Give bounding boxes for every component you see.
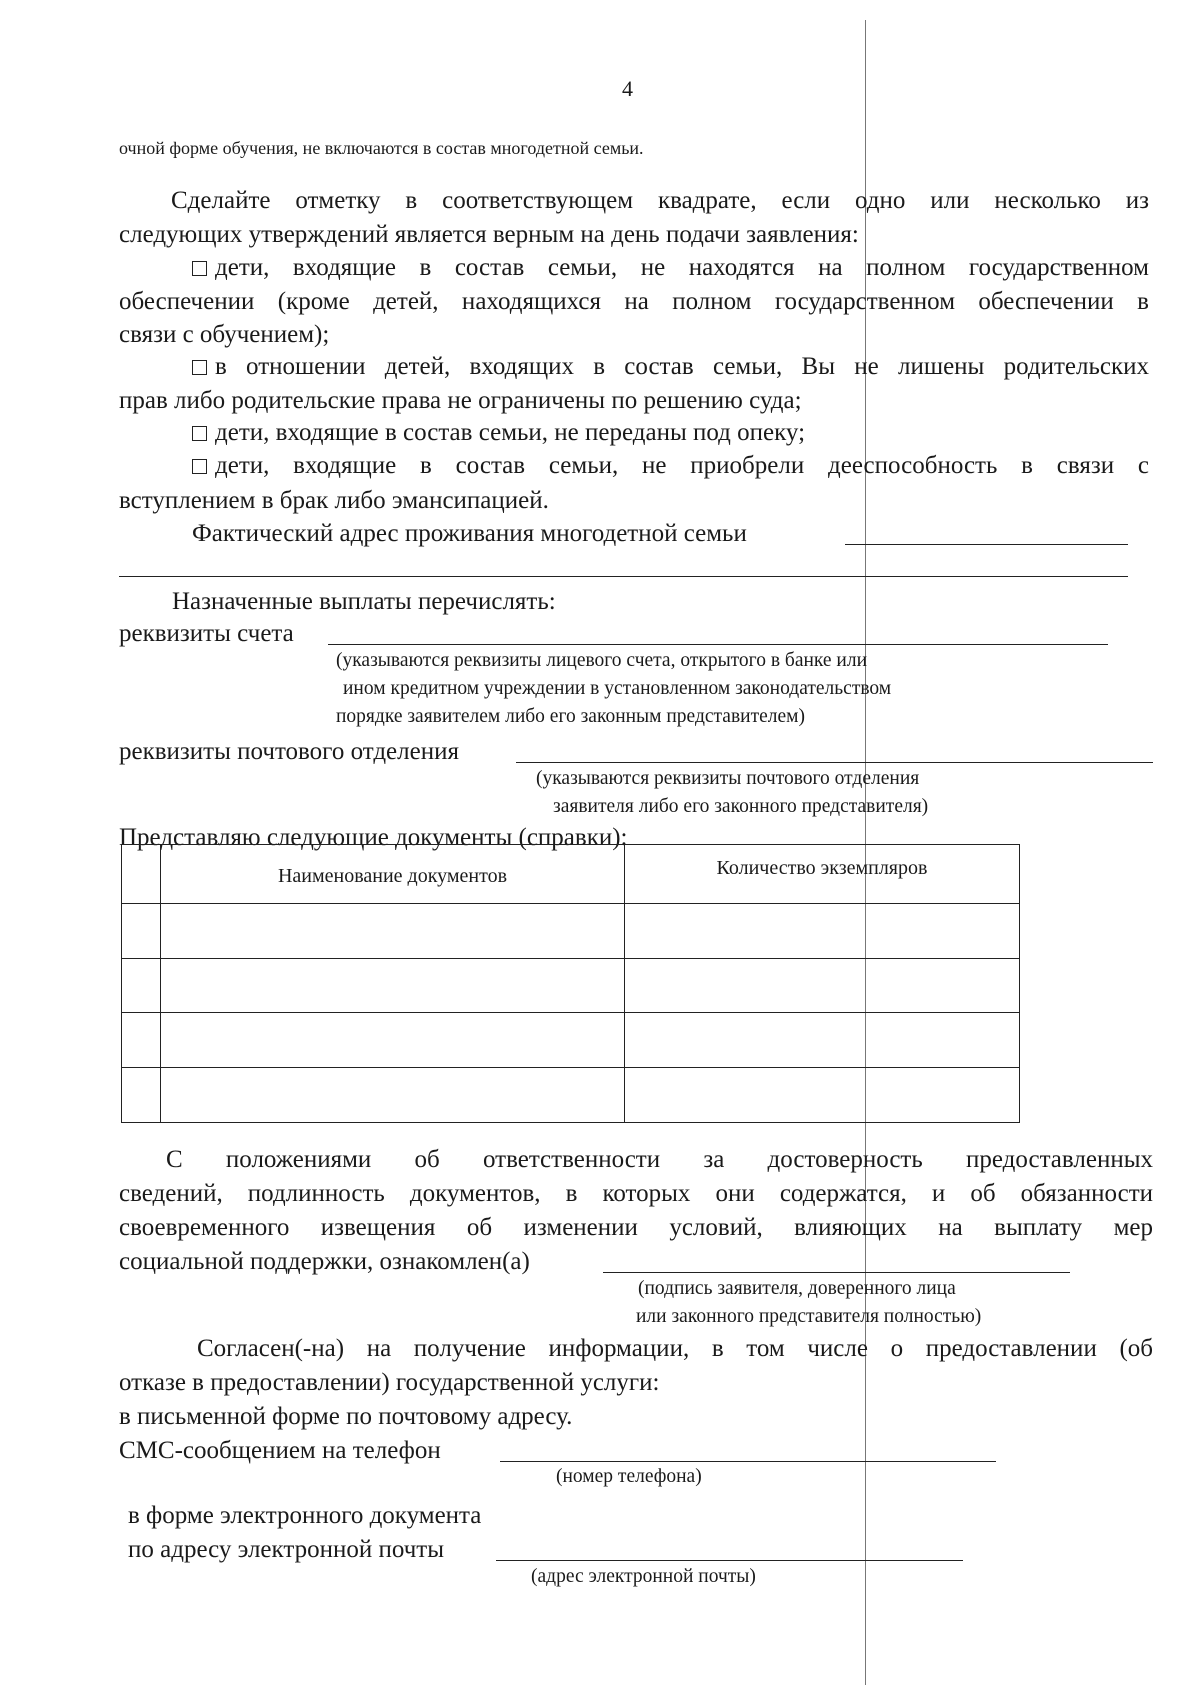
account-hint-line3: порядке заявителем либо его законным представителем) bbox=[336, 706, 805, 727]
phone-hint: (номер телефона) bbox=[556, 1466, 702, 1487]
responsibility-line4: социальной поддержки, ознакомлен(а) bbox=[119, 1248, 530, 1275]
document-name-cell[interactable] bbox=[161, 1013, 625, 1068]
consent-sms-label: СМС-сообщением на телефон bbox=[119, 1437, 441, 1464]
email-hint: (адрес электронной почты) bbox=[531, 1566, 756, 1587]
documents-heading: Представляю следующие документы (справки): bbox=[119, 824, 628, 851]
account-label: реквизиты счета bbox=[119, 620, 294, 647]
checklist-item-4-line2: вступлением в брак либо эмансипацией. bbox=[119, 487, 549, 514]
consent-email-line2: по адресу электронной почты bbox=[128, 1536, 444, 1563]
row-index-cell bbox=[122, 903, 161, 958]
post-office-hint-line2: заявителя либо его законного представителя) bbox=[553, 796, 929, 817]
checklist-item-1-line2: обеспечении (кроме детей, находящихся на полном государственном обеспечении в bbox=[119, 288, 1149, 315]
address-label: Фактический адрес проживания многодетной семьи bbox=[192, 520, 747, 547]
consent-email-line1: в форме электронного документа bbox=[128, 1502, 482, 1529]
email-field[interactable] bbox=[496, 1560, 963, 1561]
table-index-header bbox=[122, 845, 161, 904]
account-hint-line1: (указываются реквизиты лицевого счета, открытого в банке или bbox=[336, 650, 868, 671]
post-office-field[interactable] bbox=[516, 762, 1153, 763]
responsibility-line3: своевременного извещения об изменении условий, влияющих на выплату мер bbox=[119, 1214, 1153, 1241]
signature-hint-line1: (подпись заявителя, доверенного лица bbox=[638, 1278, 956, 1299]
checklist-item-3: дети, входящие в состав семьи, не переданы под опеку; bbox=[192, 416, 805, 450]
copies-cell[interactable] bbox=[625, 1068, 1020, 1123]
account-hint-line2: ином кредитном учреждении в установленном законодательством bbox=[343, 678, 892, 699]
checkbox-3[interactable] bbox=[192, 426, 207, 441]
copies-cell[interactable] bbox=[625, 1013, 1020, 1068]
account-field[interactable] bbox=[328, 644, 1108, 645]
intro-fragment: очной форме обучения, не включаются в состав многодетной семьи. bbox=[119, 138, 644, 158]
responsibility-line1: С положениями об ответственности за достоверность предоставленных bbox=[166, 1146, 1153, 1173]
table-row bbox=[122, 958, 1020, 1013]
checklist-item-4: дети, входящие в состав семьи, не приобрели дееспособность в связи с bbox=[192, 449, 1149, 483]
checklist-item-2-line2: прав либо родительские права не ограничены по решению суда; bbox=[119, 387, 802, 414]
row-index-cell bbox=[122, 1013, 161, 1068]
consent-postal: в письменной форме по почтовому адресу. bbox=[119, 1403, 573, 1430]
mark-instruction-line1: Сделайте отметку в соответствующем квадрате, если одно или несколько из bbox=[171, 187, 1149, 214]
responsibility-line2: сведений, подлинность документов, в которых они содержатся, и об обязанности bbox=[119, 1180, 1153, 1207]
document-name-cell[interactable] bbox=[161, 903, 625, 958]
copies-cell[interactable] bbox=[625, 903, 1020, 958]
mark-instruction-line2: следующих утверждений является верным на день подачи заявления: bbox=[119, 221, 859, 248]
consent-line2: отказе в предоставлении) государственной услуги: bbox=[119, 1369, 660, 1396]
payments-heading: Назначенные выплаты перечислять: bbox=[172, 588, 556, 615]
row-index-cell bbox=[122, 958, 161, 1013]
document-name-cell[interactable] bbox=[161, 1068, 625, 1123]
page-number: 4 bbox=[622, 76, 633, 101]
signature-field[interactable] bbox=[603, 1272, 1070, 1273]
column-header-copies: Количество экземпляров bbox=[625, 845, 1020, 904]
signature-hint-line2: или законного представителя полностью) bbox=[636, 1306, 982, 1327]
checklist-item-2: в отношении детей, входящих в состав семьи, Вы не лишены родительских bbox=[192, 350, 1149, 384]
checklist-item-1: дети, входящие в состав семьи, не находятся на полном государственном bbox=[192, 251, 1149, 285]
post-office-hint-line1: (указываются реквизиты почтового отделения bbox=[536, 768, 920, 789]
address-field[interactable] bbox=[845, 544, 1128, 545]
checkbox-1[interactable] bbox=[192, 261, 207, 276]
row-index-cell bbox=[122, 1068, 161, 1123]
address-field-line2[interactable] bbox=[119, 576, 1128, 577]
post-office-label: реквизиты почтового отделения bbox=[119, 738, 459, 765]
table-row bbox=[122, 1013, 1020, 1068]
document-name-cell[interactable] bbox=[161, 958, 625, 1013]
phone-field[interactable] bbox=[500, 1461, 996, 1462]
checkbox-4[interactable] bbox=[192, 459, 207, 474]
table-row bbox=[122, 1068, 1020, 1123]
consent-line1: Согласен(-на) на получение информации, в том числе о предоставлении (об bbox=[197, 1335, 1153, 1362]
checklist-item-1-line3: связи с обучением); bbox=[119, 321, 330, 348]
table-row bbox=[122, 903, 1020, 958]
documents-table bbox=[121, 844, 1020, 1123]
copies-cell[interactable] bbox=[625, 958, 1020, 1013]
checkbox-2[interactable] bbox=[192, 360, 207, 375]
column-header-document-name: Наименование документов bbox=[161, 845, 625, 904]
